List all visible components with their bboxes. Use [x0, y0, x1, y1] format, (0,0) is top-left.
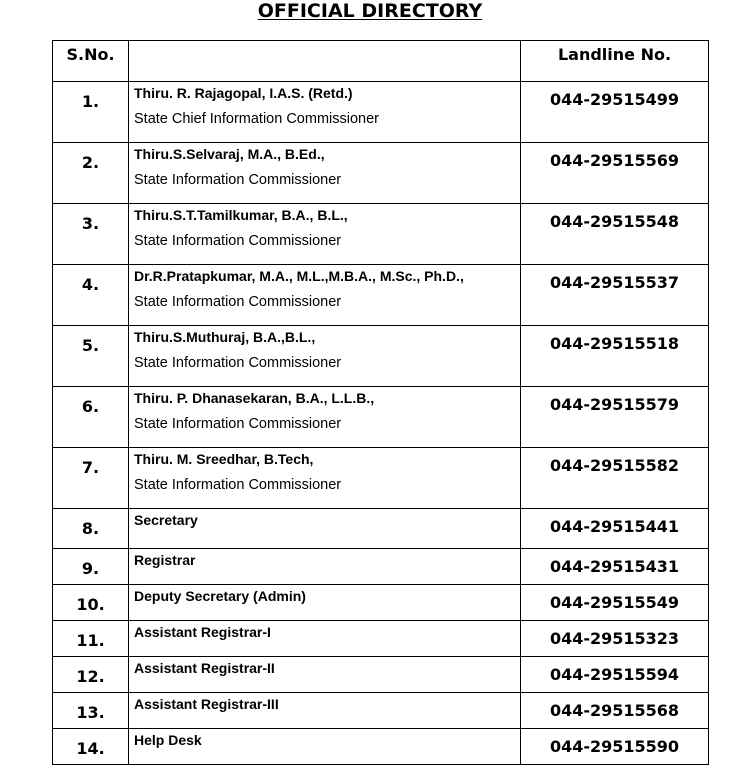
- page-title: OFFICIAL DIRECTORY: [257, 0, 483, 22]
- row-name-cell: [129, 585, 521, 621]
- header-name: [129, 41, 521, 82]
- row-name-cell: [129, 448, 521, 509]
- table-row: [53, 621, 709, 657]
- row-name: Assistant Registrar-II: [134, 660, 275, 676]
- table-row: [53, 509, 709, 549]
- row-landline: 044-29515594: [521, 657, 709, 693]
- table-row: [53, 387, 709, 448]
- row-sno: 10.: [53, 585, 129, 621]
- row-name: Thiru.S.Muthuraj, B.A.,B.L.,: [134, 329, 316, 345]
- table-row: [53, 448, 709, 509]
- row-sno: 7.: [53, 448, 129, 509]
- row-landline: 044-29515568: [521, 693, 709, 729]
- row-designation: State Information Commissioner: [134, 477, 342, 493]
- row-name-cell: [129, 387, 521, 448]
- table-row: [53, 82, 709, 143]
- row-sno: 9.: [53, 549, 129, 585]
- row-name-cell: [129, 509, 521, 549]
- row-name: Secretary: [134, 512, 198, 528]
- row-name: Deputy Secretary (Admin): [134, 588, 306, 604]
- row-name: Thiru. R. Rajagopal, I.A.S. (Retd.): [134, 85, 353, 101]
- row-name: Assistant Registrar-III: [134, 696, 279, 712]
- row-name-cell: [129, 143, 521, 204]
- table-row: [53, 657, 709, 693]
- table-row: [53, 204, 709, 265]
- row-designation: State Chief Information Commissioner: [134, 111, 379, 127]
- row-landline: 044-29515549: [521, 585, 709, 621]
- row-landline: 044-29515590: [521, 729, 709, 765]
- row-name-cell: [129, 265, 521, 326]
- row-designation: State Information Commissioner: [134, 416, 342, 432]
- row-sno: 12.: [53, 657, 129, 693]
- table-row: [53, 585, 709, 621]
- row-designation: State Information Commissioner: [134, 294, 342, 310]
- row-sno: 13.: [53, 693, 129, 729]
- row-name-cell: [129, 326, 521, 387]
- table-header-row: [53, 41, 709, 82]
- table-row: [53, 143, 709, 204]
- row-sno: 6.: [53, 387, 129, 448]
- row-name: Assistant Registrar-I: [134, 624, 271, 640]
- row-designation: State Information Commissioner: [134, 233, 342, 249]
- row-name-cell: [129, 729, 521, 765]
- table-row: [53, 265, 709, 326]
- directory-table: [52, 40, 709, 765]
- row-name: Dr.R.Pratapkumar, M.A., M.L.,M.B.A., M.Sc., Ph.D.,: [134, 268, 464, 284]
- row-name: Help Desk: [134, 732, 202, 748]
- row-sno: 4.: [53, 265, 129, 326]
- table-row: [53, 729, 709, 765]
- table-row: [53, 326, 709, 387]
- row-sno: 3.: [53, 204, 129, 265]
- row-name-cell: [129, 621, 521, 657]
- row-landline: 044-29515579: [521, 387, 709, 448]
- row-name-cell: [129, 657, 521, 693]
- table-row: [53, 549, 709, 585]
- row-sno: 11.: [53, 621, 129, 657]
- row-name: Registrar: [134, 552, 196, 568]
- row-name-cell: [129, 693, 521, 729]
- row-name: Thiru. M. Sreedhar, B.Tech,: [134, 451, 314, 467]
- row-name-cell: [129, 82, 521, 143]
- row-sno: 5.: [53, 326, 129, 387]
- row-sno: 1.: [53, 82, 129, 143]
- row-name-cell: [129, 204, 521, 265]
- header-landline: Landline No.: [521, 41, 709, 82]
- row-landline: 044-29515537: [521, 265, 709, 326]
- row-name: Thiru. P. Dhanasekaran, B.A., L.L.B.,: [134, 390, 375, 406]
- row-landline: 044-29515548: [521, 204, 709, 265]
- row-designation: State Information Commissioner: [134, 172, 342, 188]
- row-landline: 044-29515431: [521, 549, 709, 585]
- row-sno: 14.: [53, 729, 129, 765]
- row-sno: 2.: [53, 143, 129, 204]
- row-designation: State Information Commissioner: [134, 355, 342, 371]
- row-name: Thiru.S.Selvaraj, M.A., B.Ed.,: [134, 146, 325, 162]
- row-landline: 044-29515323: [521, 621, 709, 657]
- row-name: Thiru.S.T.Tamilkumar, B.A., B.L.,: [134, 207, 348, 223]
- row-landline: 044-29515569: [521, 143, 709, 204]
- header-sno: S.No.: [53, 41, 129, 82]
- row-landline: 044-29515582: [521, 448, 709, 509]
- row-landline: 044-29515499: [521, 82, 709, 143]
- row-name-cell: [129, 549, 521, 585]
- row-landline: 044-29515518: [521, 326, 709, 387]
- row-sno: 8.: [53, 509, 129, 549]
- table-row: [53, 693, 709, 729]
- row-landline: 044-29515441: [521, 509, 709, 549]
